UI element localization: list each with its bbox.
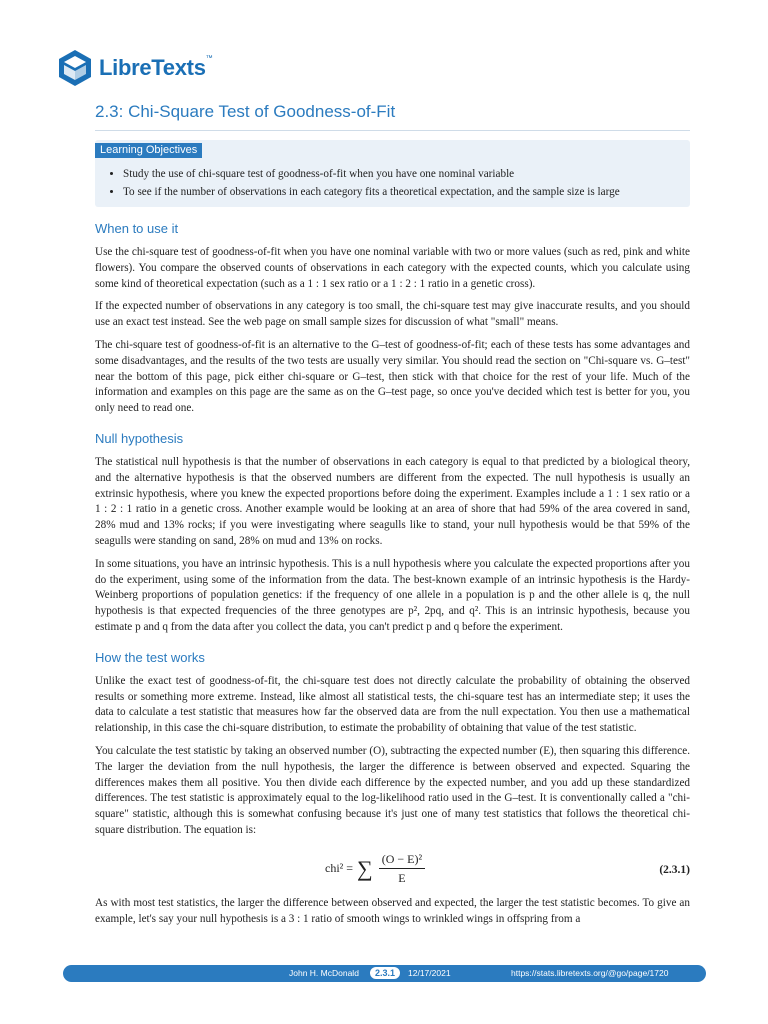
footer-date: 12/17/2021 [408, 968, 451, 978]
equation-sum: ∑ [357, 855, 373, 881]
list-item: • To see if the number of observations in each category fits a theoretical expectation, and the sample size is large [123, 183, 690, 201]
learning-objectives-box [95, 140, 690, 207]
learning-objectives-label: Learning Objectives [95, 143, 202, 158]
logo-text: LibreTexts™ [99, 55, 213, 80]
page-content [95, 100, 690, 934]
footer-page-number: 2.3.1 [369, 966, 401, 980]
libretexts-logo[interactable] [55, 46, 212, 90]
paragraph: Use the chi-square test of goodness-of-fit when you have one nominal variable with two or more values (such as red, pink and white flowers). You compare the observed counts of observations in each category with the expected counts, which you calculate using some kind of theoretical expectation (such as a 1 : 1 sex ratio or a 1 : 2 : 1 ratio in a genetic cross). [95, 246, 690, 290]
equation-denominator: E [398, 870, 406, 885]
paragraph: In some situations, you have an intrinsic hypothesis. This is a null hypothesis where you calculate the expected proportions after you do the experiment, using some of the information from the data. The best-known example of an intrinsic hypothesis is the Hardy-Weinberg proportions of population genetics: if the frequency of one allele in a population is p and the other allele is q, the null hypothesis is that expected frequencies of the three genotypes are p², 2pq, and q². This is an intrinsic hypothesis, because you estimate p and q from the data after you collect the data, you can't predict p and q before the experiment. [95, 557, 690, 633]
equation-numerator: (O − E)² [379, 852, 425, 869]
equation-fraction [379, 852, 425, 886]
equation-number: (2.3.1) [659, 863, 690, 876]
learning-objectives-list [95, 165, 690, 201]
footer-author: John H. McDonald [289, 968, 359, 978]
section-heading-when: When to use it [95, 221, 179, 236]
paragraph: Unlike the exact test of goodness-of-fit, the chi-square test does not directly calculate the probability of obtaining the observed results or something more extreme. Instead, like almost all statistical tests, the chi-square test has an intermediate step; it uses the data to calculate a test statistic that measures how far the observed data are from the null expectation. You then use a mathematical relationship, in this case the chi-square distribution, to estimate the probability of obtaining that value of the test statistic. [95, 674, 690, 735]
list-item: • Study the use of chi-square test of goodness-of-fit when you have one nominal variable [123, 165, 690, 183]
section-heading-null: Null hypothesis [95, 430, 184, 446]
paragraph: As with most test statistics, the larger the difference between observed and expected, the larger the test statistic becomes. To give an example, let's say your null hypothesis is a 3 : 1 ratio of smooth wings to wrinkled wings in offspring from a [95, 896, 690, 925]
page-footer [63, 965, 706, 982]
page-title: 2.3: Chi-Square Test of Goodness-of-Fit [95, 102, 690, 131]
equation-lhs: chi² = [325, 861, 354, 876]
paragraph: If the expected number of observations in any category is too small, the chi-square test may give inaccurate results, and you should use an exact test instead. See the web page on small sample sizes for discussion of what "small" means. [95, 300, 690, 329]
section-heading-how: How the test works [95, 649, 205, 665]
paragraph: You calculate the test statistic by taking an observed number (O), subtracting the expected number (E), then squaring this difference. The larger the deviation from the null hypothesis, the larger the difference is between observed and expected. Squaring the differences makes them all positive. You then divide each difference by the expected number, and you add up these standardized differences. The test statistic is approximately equal to the log-likelihood ratio used in the G–test. It is conventionally called a "chi-square" statistic, although this is somewhat confusing because it's just one of many test statistics that follows the theoretical chi-square distribution. The equation is: [95, 744, 690, 836]
paragraph: The chi-square test of goodness-of-fit is an alternative to the G–test of goodness-of-fit; each of these tests has some advantages and some disadvantages, and the results of the two tests are usually very similar. You should read the section on "Chi-square vs. G–test" near the bottom of this page, pick either chi-square or G–test, then stick with that choice for the rest of your life. Much of the information and examples on this page are the same as on the G–test page, so once you've decided which test is better for you, you only need to read one. [95, 338, 690, 415]
footer-url-link[interactable]: https://stats.libretexts.org/@go/page/1720 [511, 968, 669, 978]
libretexts-logo-icon [55, 48, 95, 88]
equation [95, 846, 690, 890]
paragraph: The statistical null hypothesis is that the number of observations in each category is equal to that predicted by a biological theory, and the alternative hypothesis is that the observed numbers are different from the expected. The null hypothesis is usually an extrinsic hypothesis, where you knew the expected proportions before doing the experiment. Examples include a 1 : 1 sex ratio or a 1 : 2 : 1 ratio in a genetic cross. Another example would be looking at an area of shore that had 59% of the area covered in sand, 28% mud and 13% rocks; if you were investigating where seagulls like to stand, your null hypothesis would be that 59% of the seagulls were standing on sand, 28% on mud and 13% on rocks. [95, 455, 690, 547]
